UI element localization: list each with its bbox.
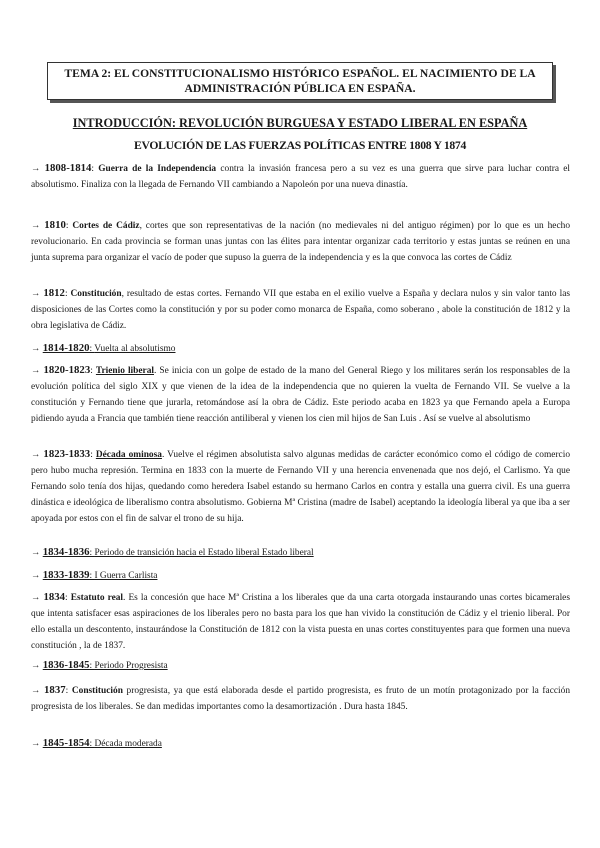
entry-1812: [31, 285, 570, 334]
entry-date: 1810: [44, 219, 66, 231]
entry-separator: :: [89, 739, 95, 749]
entry-date: 1845-1854: [42, 737, 90, 749]
entry-separator: :: [89, 344, 95, 354]
entry-text: , resultado de estas cortes. Fernando VII que estaba en el exilio vuelve a España y declara nulos y sin valor tanto las disposiciones de las Cortes como la constitución y por su poder como monarca de España, como soberano , abole la constitución de 1812 y la obra legislativa de Cádiz.: [31, 289, 570, 331]
entry-1808-1814: [31, 160, 570, 193]
arrow-icon: →: [31, 739, 41, 749]
intro-heading: INTRODUCCIÓN: REVOLUCIÓN BURGUESA Y ESTADO LIBERAL EN ESPAÑA: [72, 116, 528, 130]
topic-title-line-1: TEMA 2: EL CONSTITUCIONALISMO HISTÓRICO ESPAÑOL. EL NACIMIENTO DE LA: [64, 67, 536, 80]
entry-separator: :: [89, 661, 95, 671]
arrow-icon: →: [31, 571, 41, 581]
entry-label: Periodo de transición hacia el Estado liberal Estado liberal: [94, 548, 314, 558]
entry-date: 1808-1814: [44, 162, 92, 174]
entry-1834: [31, 589, 570, 654]
topic-title-box: [47, 62, 553, 100]
entry-label: Década moderada: [94, 739, 162, 749]
entry-label: Década ominosa: [95, 450, 162, 460]
arrow-icon: →: [31, 164, 41, 174]
arrow-icon: →: [31, 661, 41, 671]
entry-text: contra la invasión francesa pero a su vez es una guerra que sirve para luchar contra el absolutismo. Finaliza con la llegada de Fernando VII cambiando a Napoleón por una nueva dinastía.: [31, 164, 571, 190]
entry-label: Periodo Progresista: [94, 661, 168, 671]
entry-separator: :: [65, 593, 71, 603]
entry-separator: :: [91, 164, 99, 174]
entry-1814-1820: [31, 340, 570, 357]
entry-label: Estatuto real: [70, 593, 124, 603]
arrow-icon: →: [31, 344, 41, 354]
entry-1823-1833: [31, 446, 570, 527]
arrow-icon: →: [31, 548, 41, 558]
entry-date: 1836-1845: [42, 659, 90, 671]
entry-1845-1854: [31, 735, 570, 752]
arrow-icon: →: [31, 289, 41, 299]
entry-1837: [31, 682, 570, 715]
entry-1810: [31, 217, 570, 266]
entry-1834-1836: [31, 544, 570, 561]
entry-date: 1823-1833: [43, 448, 91, 460]
topic-title-line-2: ADMINISTRACIÓN PÚBLICA EN ESPAÑA.: [184, 82, 416, 95]
entry-label: Cortes de Cádiz: [72, 221, 140, 231]
entry-separator: :: [64, 289, 71, 299]
entry-separator: :: [90, 366, 96, 376]
entry-date: 1837: [44, 684, 66, 696]
arrow-icon: →: [31, 221, 41, 231]
entry-text: , cortes que son representativas de la nación (no medievales ni del antiguo régimen) por lo que es un hecho revolucionario. En cada provincia se forman unas juntas con las élites para intentar organizar cada territorio y estas juntas se reúnen en una junta suprema para organizar el vacío de poder que supuso la guerra de la independencia y es la que convoca las cortes de Cádiz: [31, 221, 571, 263]
entry-label: Guerra de la Independencia: [98, 164, 217, 174]
entry-label: Constitución: [71, 686, 123, 696]
entry-separator: :: [89, 571, 95, 581]
entry-separator: :: [90, 450, 96, 460]
entry-1820-1823: [31, 362, 570, 427]
arrow-icon: →: [31, 686, 41, 696]
entry-label: Vuelta al absolutismo: [94, 344, 176, 354]
entry-separator: :: [65, 686, 72, 696]
entry-date: 1820-1823: [43, 364, 91, 376]
entry-date: 1812: [43, 287, 65, 299]
entry-date: 1814-1820: [42, 342, 90, 354]
entry-separator: :: [65, 221, 73, 231]
entry-date: 1834: [43, 591, 66, 603]
entry-1836-1845: [31, 657, 570, 674]
entry-label: Constitución: [70, 289, 122, 299]
entry-label: Trienio liberal: [95, 366, 154, 376]
entry-text: . Se inicia con un golpe de estado de la mano del General Riego y los militares serán los responsables de la evolución política del siglo XIX y que vienen de la idea de la independencia que no quieren la vuelta de Fernando VII. Se vuelve a la constitución y Fernando tiene que jurarla, retomándose así la obra de Cádiz. Este periodo acaba en 1823 ya que Fernando apela a Europa pidiendo ayuda a Francia que también tiene reacción antiliberal y vienen los cien mil hijos de San Luis . Así se vuelve al absolutismo: [31, 366, 570, 424]
entry-label: I Guerra Carlista: [94, 571, 158, 581]
entry-text: . Es la concesión que hace Mª Cristina a los liberales que da una carta otorgada instaurando unas cortes bicamerales que intenta satisfacer esas aspiraciones de los liberales pero no basta para los que han vivido la constitución de Cádiz y el trienio liberal. Por ello estalla un descontento, instaurándose la Constitución de 1812 con la vista puesta en unas cortes constituyentes para que formen una nueva constitución , la de 1837.: [31, 593, 570, 651]
arrow-icon: →: [31, 593, 41, 603]
section-subtitle: EVOLUCIÓN DE LAS FUERZAS POLÍTICAS ENTRE 1808 Y 1874: [133, 139, 467, 152]
entry-1833-1839: [31, 567, 570, 584]
entry-text: . Vuelve el régimen absolutista salvo algunas medidas de carácter económico como el código de comercio pero hubo mucha represión. Termina en 1833 con la muerte de Fernando VII y una herencia envenenada que nos dejó, el Carlismo. Ya que Fernando solo tenía dos hijas, quedando como heredera Isabel estando su hermano Carlos en contra y estalla una guerra civil. Es una guerra dinástica e ideológica de liberalismo contra absolutismo. Gobierna Mª Cristina (madre de Isabel) aceptando la ideología liberal ya que iba a ser apoyada por estos con el fin de salvar el trono de su hija.: [31, 450, 571, 524]
arrow-icon: →: [31, 366, 41, 376]
entry-text: progresista, ya que está elaborada desde el partido progresista, es fruto de un motín protagonizado por la facción progresista de los liberales. Se dan medidas importantes como la desamortización . Dura hasta 1845.: [31, 686, 571, 712]
entry-separator: :: [89, 548, 95, 558]
entry-date: 1833-1839: [42, 569, 90, 581]
entry-date: 1834-1836: [42, 546, 90, 558]
arrow-icon: →: [31, 450, 41, 460]
